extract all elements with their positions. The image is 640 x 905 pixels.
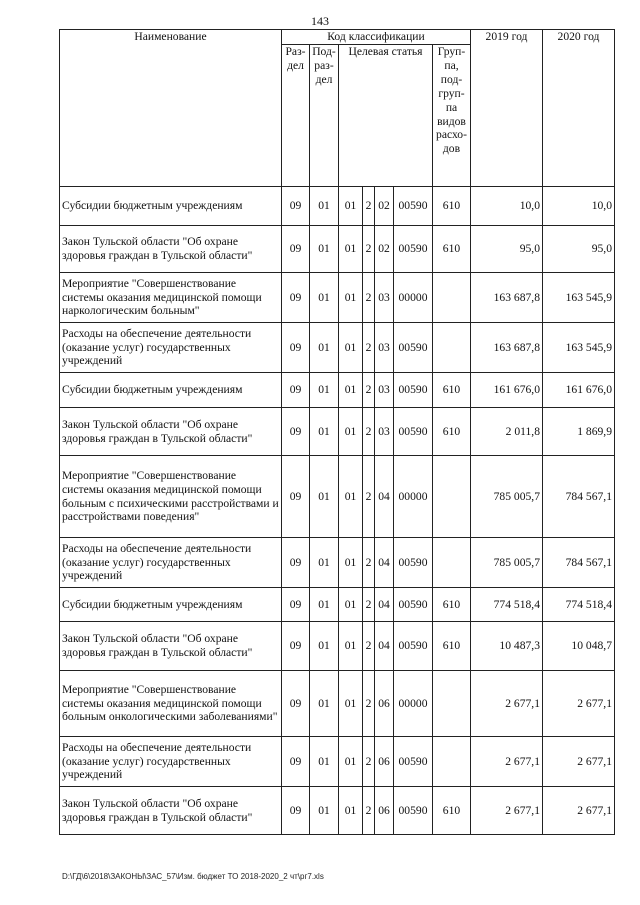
row-target-code: 00590 xyxy=(394,226,433,273)
row-value-2019: 161 676,0 xyxy=(471,373,543,408)
row-value-2020: 95,0 xyxy=(543,226,615,273)
row-target-program: 01 xyxy=(339,588,363,622)
row-expense-group xyxy=(433,273,471,323)
row-target-event: 03 xyxy=(375,273,394,323)
row-target-code: 00000 xyxy=(394,456,433,538)
row-name: Закон Тульской области "Об охране здоровья граждан в Тульской области" xyxy=(60,408,282,456)
row-podrazdel: 01 xyxy=(310,787,339,835)
row-target-event: 03 xyxy=(375,373,394,408)
row-target-program: 01 xyxy=(339,226,363,273)
header-target: Целевая статья xyxy=(339,45,433,187)
row-razdel: 09 xyxy=(282,588,310,622)
row-target-program: 01 xyxy=(339,187,363,226)
header-group: Груп-па, под-груп-па видов расхо-дов xyxy=(433,45,471,187)
row-razdel: 09 xyxy=(282,226,310,273)
header-year-2019: 2019 год xyxy=(471,30,543,187)
row-value-2020: 161 676,0 xyxy=(543,373,615,408)
row-expense-group: 610 xyxy=(433,588,471,622)
row-target-event: 03 xyxy=(375,323,394,373)
table-row xyxy=(60,456,615,538)
file-path-footer: D:\ГД\6\2018\ЗАКОНЫ\ЗАС_57\Изм. бюджет ТО 2018-2020_2 чт\рг7.xls xyxy=(62,872,324,881)
row-value-2019: 163 687,8 xyxy=(471,273,543,323)
header-name: Наименование xyxy=(60,30,282,187)
row-value-2020: 10 048,7 xyxy=(543,622,615,671)
row-target-code: 00590 xyxy=(394,373,433,408)
row-target-event: 04 xyxy=(375,538,394,588)
table-row xyxy=(60,187,615,226)
row-name: Мероприятие "Совершенствование системы оказания медицинской помощи больным онкологическими заболеваниями" xyxy=(60,671,282,737)
row-target-sub: 2 xyxy=(363,787,375,835)
row-value-2019: 785 005,7 xyxy=(471,538,543,588)
row-target-code: 00590 xyxy=(394,408,433,456)
row-podrazdel: 01 xyxy=(310,671,339,737)
row-expense-group: 610 xyxy=(433,787,471,835)
table-row xyxy=(60,273,615,323)
row-value-2020: 784 567,1 xyxy=(543,456,615,538)
row-expense-group: 610 xyxy=(433,408,471,456)
row-value-2020: 2 677,1 xyxy=(543,737,615,787)
row-target-sub: 2 xyxy=(363,408,375,456)
row-target-program: 01 xyxy=(339,538,363,588)
page-number: 143 xyxy=(311,14,329,28)
row-value-2019: 95,0 xyxy=(471,226,543,273)
row-target-sub: 2 xyxy=(363,737,375,787)
row-value-2019: 2 011,8 xyxy=(471,408,543,456)
row-podrazdel: 01 xyxy=(310,538,339,588)
row-target-sub: 2 xyxy=(363,622,375,671)
table-row xyxy=(60,671,615,737)
row-target-event: 03 xyxy=(375,408,394,456)
header-classification: Код классификации xyxy=(282,30,471,45)
table-row xyxy=(60,622,615,671)
table-row xyxy=(60,323,615,373)
row-value-2020: 10,0 xyxy=(543,187,615,226)
row-podrazdel: 01 xyxy=(310,737,339,787)
row-razdel: 09 xyxy=(282,323,310,373)
row-target-code: 00590 xyxy=(394,622,433,671)
header-razdel: Раз-дел xyxy=(282,45,310,187)
table-row xyxy=(60,373,615,408)
row-target-program: 01 xyxy=(339,622,363,671)
row-podrazdel: 01 xyxy=(310,323,339,373)
row-razdel: 09 xyxy=(282,456,310,538)
row-razdel: 09 xyxy=(282,408,310,456)
row-target-code: 00000 xyxy=(394,273,433,323)
row-expense-group xyxy=(433,737,471,787)
row-target-event: 02 xyxy=(375,226,394,273)
row-value-2020: 774 518,4 xyxy=(543,588,615,622)
table-row xyxy=(60,226,615,273)
row-expense-group: 610 xyxy=(433,622,471,671)
row-target-program: 01 xyxy=(339,456,363,538)
table-row xyxy=(60,538,615,588)
row-target-code: 00590 xyxy=(394,538,433,588)
row-name: Субсидии бюджетным учреждениям xyxy=(60,373,282,408)
row-value-2019: 2 677,1 xyxy=(471,671,543,737)
row-target-sub: 2 xyxy=(363,671,375,737)
row-target-sub: 2 xyxy=(363,588,375,622)
row-value-2019: 10 487,3 xyxy=(471,622,543,671)
row-target-code: 00590 xyxy=(394,187,433,226)
row-razdel: 09 xyxy=(282,187,310,226)
row-name: Мероприятие "Совершенствование системы оказания медицинской помощи больным с психическими расстройствами и расстройствами поведения" xyxy=(60,456,282,538)
row-value-2020: 163 545,9 xyxy=(543,273,615,323)
row-value-2019: 2 677,1 xyxy=(471,737,543,787)
row-target-program: 01 xyxy=(339,408,363,456)
row-value-2019: 2 677,1 xyxy=(471,787,543,835)
row-target-event: 02 xyxy=(375,187,394,226)
row-value-2020: 163 545,9 xyxy=(543,323,615,373)
row-podrazdel: 01 xyxy=(310,187,339,226)
row-podrazdel: 01 xyxy=(310,456,339,538)
row-expense-group xyxy=(433,323,471,373)
row-target-program: 01 xyxy=(339,737,363,787)
row-expense-group xyxy=(433,456,471,538)
table-row xyxy=(60,787,615,835)
row-name: Мероприятие "Совершенствование системы оказания медицинской помощи наркологическим больным" xyxy=(60,273,282,323)
row-podrazdel: 01 xyxy=(310,588,339,622)
row-target-sub: 2 xyxy=(363,273,375,323)
row-razdel: 09 xyxy=(282,787,310,835)
row-razdel: 09 xyxy=(282,671,310,737)
row-target-code: 00590 xyxy=(394,588,433,622)
row-target-sub: 2 xyxy=(363,373,375,408)
row-podrazdel: 01 xyxy=(310,408,339,456)
row-expense-group: 610 xyxy=(433,226,471,273)
row-target-event: 06 xyxy=(375,737,394,787)
row-target-code: 00590 xyxy=(394,323,433,373)
row-razdel: 09 xyxy=(282,622,310,671)
row-name: Расходы на обеспечение деятельности (оказание услуг) государственных учреждений xyxy=(60,538,282,588)
row-target-program: 01 xyxy=(339,787,363,835)
row-value-2020: 2 677,1 xyxy=(543,787,615,835)
row-target-program: 01 xyxy=(339,671,363,737)
row-name: Закон Тульской области "Об охране здоровья граждан в Тульской области" xyxy=(60,787,282,835)
row-value-2020: 2 677,1 xyxy=(543,671,615,737)
row-razdel: 09 xyxy=(282,373,310,408)
row-value-2019: 785 005,7 xyxy=(471,456,543,538)
row-name: Закон Тульской области "Об охране здоровья граждан в Тульской области" xyxy=(60,226,282,273)
row-podrazdel: 01 xyxy=(310,226,339,273)
row-target-event: 06 xyxy=(375,671,394,737)
table-row xyxy=(60,588,615,622)
row-target-sub: 2 xyxy=(363,538,375,588)
row-expense-group: 610 xyxy=(433,373,471,408)
row-value-2019: 163 687,8 xyxy=(471,323,543,373)
row-value-2020: 784 567,1 xyxy=(543,538,615,588)
row-target-event: 04 xyxy=(375,456,394,538)
table-row xyxy=(60,408,615,456)
row-razdel: 09 xyxy=(282,737,310,787)
header-row-top xyxy=(60,30,615,45)
header-year-2020: 2020 год xyxy=(543,30,615,187)
row-target-sub: 2 xyxy=(363,187,375,226)
row-name: Субсидии бюджетным учреждениям xyxy=(60,588,282,622)
row-expense-group xyxy=(433,671,471,737)
budget-table xyxy=(59,29,615,835)
row-target-event: 06 xyxy=(375,787,394,835)
row-target-event: 04 xyxy=(375,588,394,622)
header-podrazdel: Под-раз-дел xyxy=(310,45,339,187)
row-name: Субсидии бюджетным учреждениям xyxy=(60,187,282,226)
row-name: Расходы на обеспечение деятельности (оказание услуг) государственных учреждений xyxy=(60,737,282,787)
row-value-2019: 10,0 xyxy=(471,187,543,226)
row-name: Закон Тульской области "Об охране здоровья граждан в Тульской области" xyxy=(60,622,282,671)
row-target-sub: 2 xyxy=(363,456,375,538)
row-target-code: 00000 xyxy=(394,671,433,737)
row-target-sub: 2 xyxy=(363,226,375,273)
row-expense-group: 610 xyxy=(433,187,471,226)
row-target-program: 01 xyxy=(339,323,363,373)
row-podrazdel: 01 xyxy=(310,273,339,323)
table-row xyxy=(60,737,615,787)
row-target-event: 04 xyxy=(375,622,394,671)
row-podrazdel: 01 xyxy=(310,622,339,671)
row-value-2020: 1 869,9 xyxy=(543,408,615,456)
row-target-code: 00590 xyxy=(394,737,433,787)
row-name: Расходы на обеспечение деятельности (оказание услуг) государственных учреждений xyxy=(60,323,282,373)
row-expense-group xyxy=(433,538,471,588)
row-target-program: 01 xyxy=(339,373,363,408)
row-podrazdel: 01 xyxy=(310,373,339,408)
row-target-code: 00590 xyxy=(394,787,433,835)
row-value-2019: 774 518,4 xyxy=(471,588,543,622)
row-target-program: 01 xyxy=(339,273,363,323)
row-target-sub: 2 xyxy=(363,323,375,373)
row-razdel: 09 xyxy=(282,538,310,588)
row-razdel: 09 xyxy=(282,273,310,323)
